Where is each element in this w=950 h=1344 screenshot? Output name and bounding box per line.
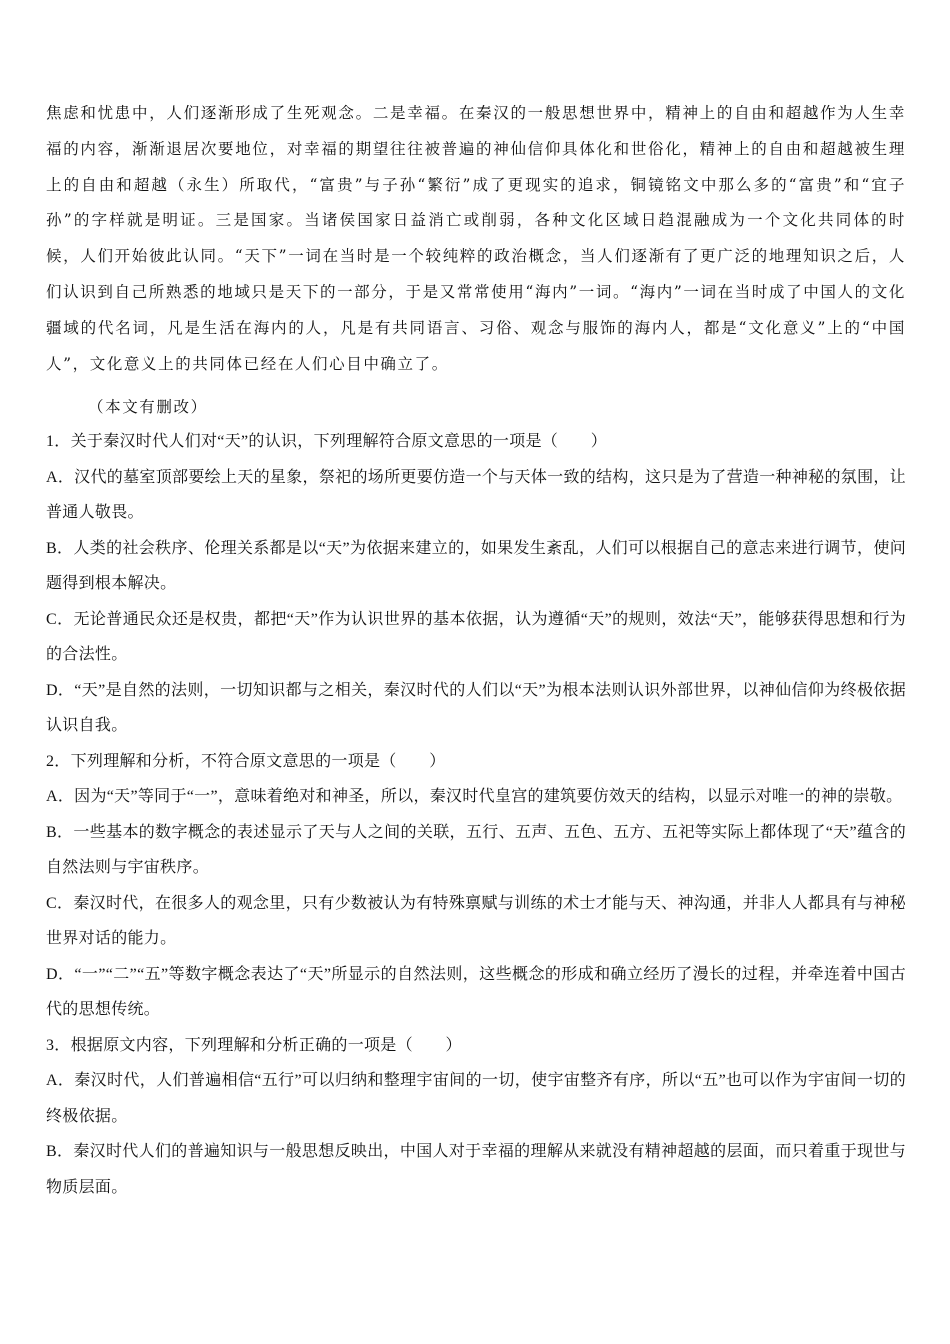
question-2-stem: 2．下列理解和分析，不符合原文意思的一项是（ ） [46, 752, 446, 770]
question-3-option-b: B．秦汉时代人们的普遍知识与一般思想反映出，中国人对于幸福的理解从来就没有精神超越的层面，而只着重于现世与物质层面。 [46, 1143, 906, 1196]
question-2-option-d: D．“一”“二”“五”等数字概念表达了“天”所显示的自然法则，这些概念的形成和确立经历了漫长的过程，并牵连着中国古代的思想传统。 [46, 965, 906, 1018]
question-1-option-c: C．无论普通民众还是权贵，都把“天”作为认识世界的基本依据，认为遵循“天”的规则，效法“天”，能够获得思想和行为的合法性。 [46, 610, 906, 663]
passage-paragraph: 焦虑和忧患中，人们逐渐形成了生死观念。二是幸福。在秦汉的一般思想世界中，精神上的自由和超越作为人生幸福的内容，渐渐退居次要地位，对幸福的期望往往被普遍的神仙信仰具体化和世俗化，精神上的自由和超越被生理上的自由和超越（永生）所取代，“富贵”与子孙“繁衍”成了更现实的追求，铜镜铭文中那么多的“富贵”和“宜子孙”的字样就是明证。三是国家。当诸侯国家日益消亡或削弱，各种文化区域日趋混融成为一个文化共同体的时候，人们开始彼此认同。“天下”一词在当时是一个较纯粹的政治概念，当人们逐渐有了更广泛的地理知识之后，人们认识到自己所熟悉的地域只是天下的一部分，于是又常常使用“海内”一词。“海内”一词在当时成了中国人的文化疆域的代名词，凡是生活在海内的人，凡是有共同语言、习俗、观念与服饰的海内人，都是“文化意义”上的“中国人”，文化意义上的共同体已经在人们心目中确立了。 [46, 104, 906, 373]
question-3-option-a: A．秦汉时代，人们普遍相信“五行”可以归纳和整理宇宙间的一切，使宇宙整齐有序，所以“五”也可以作为宇宙间一切的终极依据。 [46, 1072, 906, 1125]
question-3-stem: 3．根据原文内容，下列理解和分析正确的一项是（ ） [46, 1036, 462, 1054]
question-2-option-a: A．因为“天”等同于“一”，意味着绝对和神圣，所以，秦汉时代皇宫的建筑要仿效天的结构，以显示对唯一的神的崇敬。 [46, 788, 903, 805]
question-1-stem: 1．关于秦汉时代人们对“天”的认识，下列理解符合原文意思的一项是（ ） [46, 433, 608, 450]
question-2-option-c: C．秦汉时代，在很多人的观念里，只有少数被认为有特殊禀赋与训练的术士才能与天、神沟通，并非人人都具有与神秘世界对话的能力。 [46, 894, 906, 947]
edit-note: （本文有删改） [88, 398, 208, 416]
question-2-option-b: B．一些基本的数字概念的表述显示了天与人之间的关联，五行、五声、五色、五方、五祀等实际上都体现了“天”蕴含的自然法则与宇宙秩序。 [46, 823, 906, 876]
question-1-option-b: B．人类的社会秩序、伦理关系都是以“天”为依据来建立的，如果发生紊乱，人们可以根据自己的意志来进行调节，使问题得到根本解决。 [46, 539, 906, 592]
question-list [46, 424, 906, 1205]
question-1-option-a: A．汉代的墓室顶部要绘上天的星象，祭祀的场所更要仿造一个与天体一致的结构，这只是为了营造一种神秘的氛围，让普通人敬畏。 [46, 468, 906, 521]
reading-passage [46, 96, 906, 382]
question-1-option-d: D．“天”是自然的法则，一切知识都与之相关，秦汉时代的人们以“天”为根本法则认识外部世界，以神仙信仰为终极依据认识自我。 [46, 681, 906, 734]
